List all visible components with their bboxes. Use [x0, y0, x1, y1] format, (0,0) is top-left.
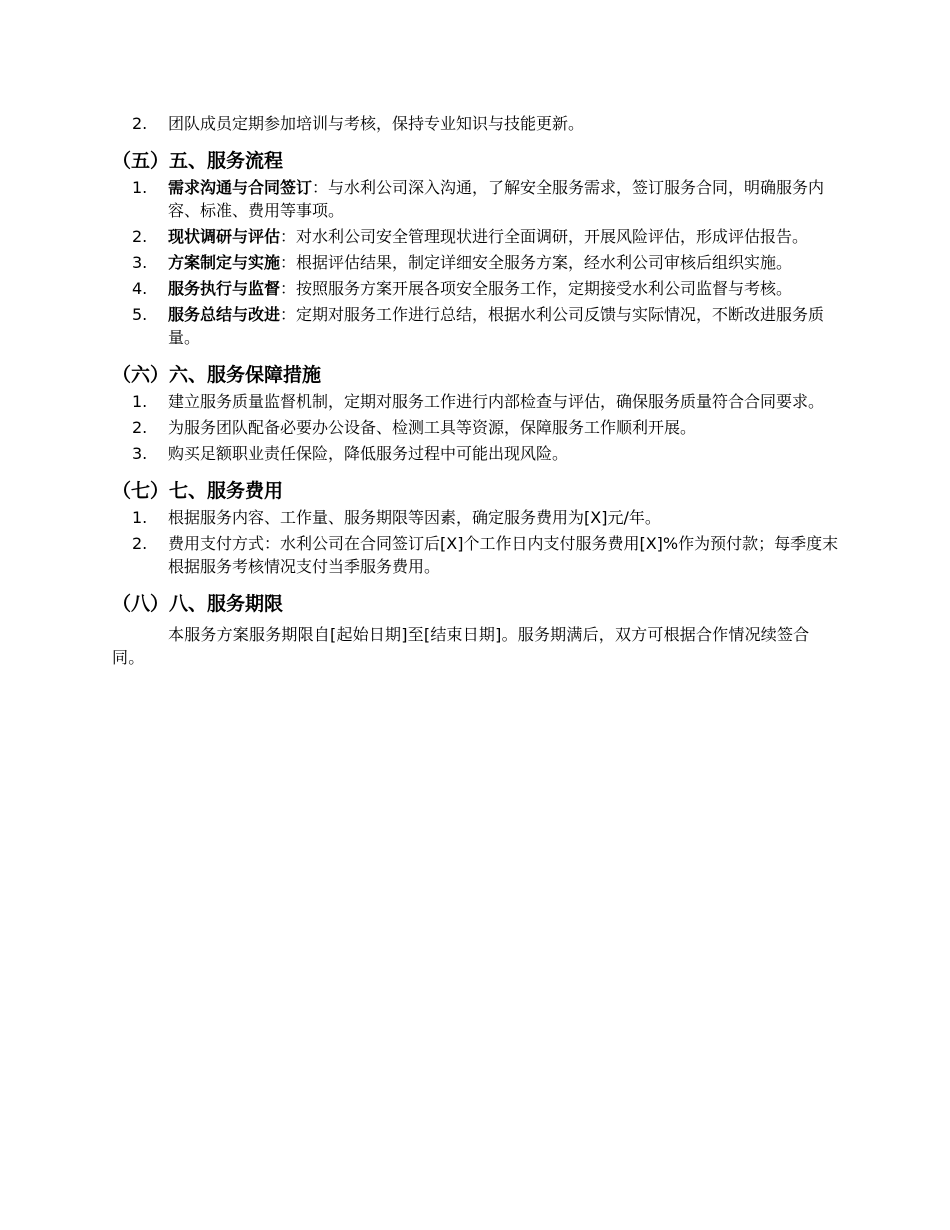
list-item [112, 251, 840, 274]
list-text: 建立服务质量监督机制，定期对服务工作进行内部检查与评估，确保服务质量符合合同要求。 [168, 392, 825, 411]
list-item [112, 390, 840, 413]
list-number: 1. [132, 178, 148, 197]
section-heading-process: （五）五、服务流程 [112, 150, 284, 172]
list-text: 团队成员定期参加培训与考核，保持专业知识与技能更新。 [168, 114, 585, 133]
list-number: 2. [132, 534, 148, 553]
list-number: 1. [132, 508, 148, 527]
fees-list [112, 506, 840, 578]
list-text: ：与水利公司深入沟通，了解安全服务需求，签订服务合同，明确服务内容、标准、费用等事项。 [168, 178, 825, 220]
list-term: 方案制定与实施 [168, 253, 281, 272]
list-item [112, 532, 840, 578]
list-term: 需求沟通与合同签订 [168, 178, 313, 197]
list-term: 服务总结与改进 [168, 305, 281, 324]
section-heading-fees: （七）七、服务费用 [112, 480, 284, 502]
list-term: 服务执行与监督 [168, 279, 281, 298]
document-page [112, 112, 840, 669]
list-number: 5. [132, 305, 148, 324]
list-item [112, 416, 840, 439]
list-text: 购买足额职业责任保险，降低服务过程中可能出现风险。 [168, 444, 569, 463]
list-number: 1. [132, 392, 148, 411]
list-number: 3. [132, 253, 148, 272]
list-text: ：根据评估结果，制定详细安全服务方案，经水利公司审核后组织实施。 [280, 253, 793, 272]
section-heading-guarantee: （六）六、服务保障措施 [112, 364, 322, 386]
list-text: ：按照服务方案开展各项安全服务工作，定期接受水利公司监督与考核。 [280, 279, 793, 298]
carry-over-list [112, 112, 840, 135]
list-number: 4. [132, 279, 148, 298]
list-text: ：对水利公司安全管理现状进行全面调研，开展风险评估，形成评估报告。 [280, 227, 809, 246]
list-text: 根据服务内容、工作量、服务期限等因素，确定服务费用为[X]元/年。 [168, 508, 661, 527]
list-item [112, 176, 840, 222]
list-text: 为服务团队配备必要办公设备、检测工具等资源，保障服务工作顺利开展。 [168, 418, 697, 437]
list-text: ：定期对服务工作进行总结，根据水利公司反馈与实际情况，不断改进服务质量。 [168, 305, 825, 347]
list-term: 现状调研与评估 [168, 227, 281, 246]
process-list [112, 176, 840, 349]
term-paragraph: 本服务方案服务期限自[起始日期]至[结束日期]。服务期满后，双方可根据合作情况续签合同。 [112, 625, 810, 667]
list-item [112, 442, 840, 465]
list-number: 2. [132, 114, 148, 133]
list-item [112, 303, 840, 349]
list-text: 费用支付方式：水利公司在合同签订后[X]个工作日内支付服务费用[X]%作为预付款；每季度末根据服务考核情况支付当季服务费用。 [168, 534, 839, 576]
guarantee-list [112, 390, 840, 465]
list-item [112, 112, 840, 135]
list-number: 3. [132, 444, 148, 463]
list-number: 2. [132, 418, 148, 437]
list-item [112, 277, 840, 300]
list-item [112, 225, 840, 248]
list-number: 2. [132, 227, 148, 246]
section-heading-term: （八）八、服务期限 [112, 593, 284, 615]
list-item [112, 506, 840, 529]
